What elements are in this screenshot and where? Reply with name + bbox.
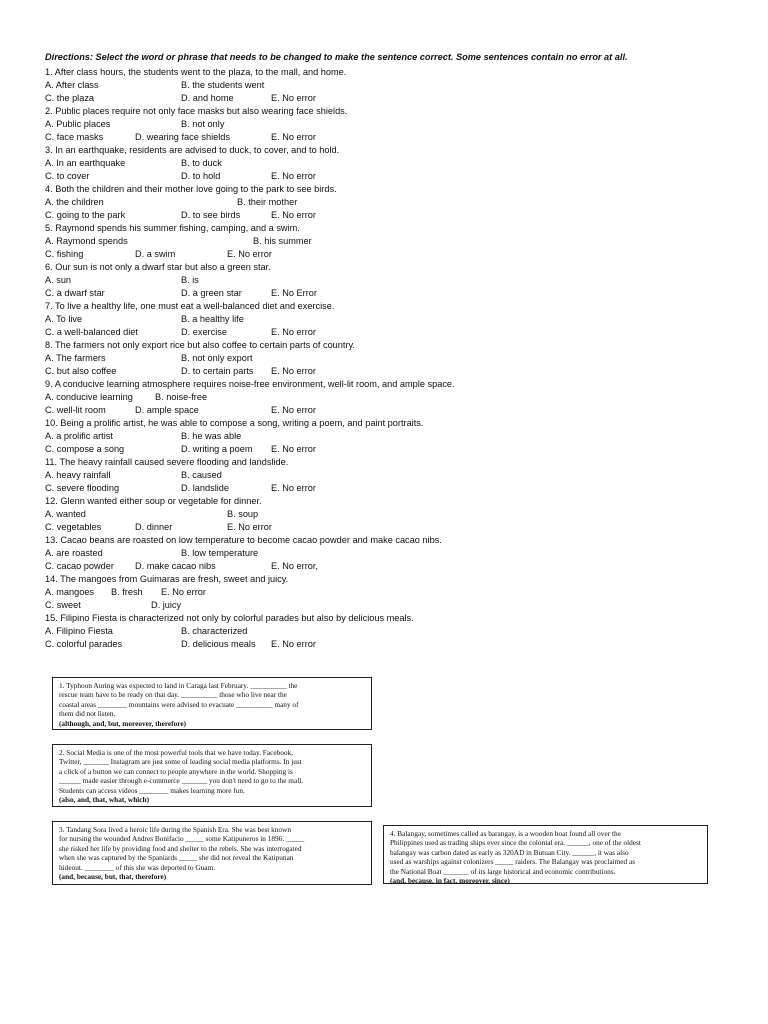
question-text: 6. Our sun is not only a dwarf star but also a green star. xyxy=(45,262,271,272)
choice-row xyxy=(45,352,745,365)
answer-choice[interactable]: D. to hold xyxy=(181,171,221,181)
answer-choice[interactable]: D. landslide xyxy=(181,483,230,493)
question-text: 2. Public places require not only face masks but also wearing face shields. xyxy=(45,106,348,116)
question-item xyxy=(45,105,745,144)
answer-choice[interactable]: E. No error xyxy=(271,405,316,415)
choice-row xyxy=(45,391,745,404)
passage-line: the National Boat _______ of its large historical and economic contributions. xyxy=(390,866,616,876)
choice-row xyxy=(45,313,745,326)
question-item xyxy=(45,573,745,612)
answer-choice[interactable]: C. compose a song xyxy=(45,444,125,454)
answer-choice[interactable]: A. are roasted xyxy=(45,548,103,558)
question-item xyxy=(45,183,745,222)
passage-box-2 xyxy=(52,744,372,807)
answer-choice[interactable]: C. fishing xyxy=(45,249,84,259)
answer-choice[interactable]: E. No error xyxy=(271,171,316,181)
passage-line: them did not listen. xyxy=(59,709,116,719)
question-item xyxy=(45,378,745,417)
answer-choice[interactable]: C. the plaza xyxy=(45,93,95,103)
answer-choice[interactable]: C. well-lit room xyxy=(45,405,106,415)
answer-choice[interactable]: D. ample space xyxy=(135,405,199,415)
answer-choice[interactable]: E. No Error xyxy=(271,288,317,298)
choice-row xyxy=(45,248,745,261)
choice-row xyxy=(45,586,745,599)
answer-choice[interactable]: D. exercise xyxy=(181,327,227,337)
word-bank: (also, and, that, what, which) xyxy=(59,795,150,805)
answer-choice[interactable]: A. In an earthquake xyxy=(45,158,126,168)
question-text: 15. Filipino Fiesta is characterized not only by colorful parades but also by delicious meals. xyxy=(45,613,414,623)
passage-line: 2. Social Media is one of the most powerful tools that we have today. Facebook, xyxy=(59,748,293,757)
passage-line: ______ made easier through e-commerce _______ you don't need to go to the mall. xyxy=(59,776,304,786)
answer-choice[interactable]: A. mangoes xyxy=(45,587,95,597)
passage-line: rescue team have to be ready on that day. __________ those who live near the xyxy=(59,690,287,700)
question-text: 4. Both the children and their mother love going to the park to see birds. xyxy=(45,184,337,194)
answer-choice[interactable]: E. No error xyxy=(271,210,316,220)
answer-choice[interactable]: C. cacao powder xyxy=(45,561,114,571)
answer-choice[interactable]: D. dinner xyxy=(135,522,173,532)
question-item xyxy=(45,534,745,573)
answer-choice[interactable]: B. to duck xyxy=(181,158,222,168)
answer-choice[interactable]: B. noise-free xyxy=(155,392,208,402)
choice-row xyxy=(45,131,745,144)
answer-choice[interactable]: A. After class xyxy=(45,80,99,90)
question-text: 12. Glenn wanted either soup or vegetable for dinner. xyxy=(45,496,262,506)
answer-choice[interactable]: C. sweet xyxy=(45,600,81,610)
answer-choice[interactable]: D. wearing face shields xyxy=(135,132,230,142)
answer-choice[interactable]: C. a well-balanced diet xyxy=(45,327,138,337)
choice-row xyxy=(45,430,745,443)
answer-choice[interactable]: A. Raymond spends xyxy=(45,236,128,246)
choice-row xyxy=(45,560,745,573)
choice-row xyxy=(45,196,745,209)
choice-row xyxy=(45,469,745,482)
question-text: 1. After class hours, the students went to the plaza, to the mall, and home. xyxy=(45,67,347,77)
answer-choice[interactable]: B. the students went xyxy=(181,80,265,90)
word-bank: (and, because, in fact, moreover, since) xyxy=(390,876,510,886)
passage-line: hideout. ________ of this she was deported to Guam. xyxy=(59,862,216,872)
answer-choice[interactable]: D. make cacao nibs xyxy=(135,561,216,571)
answer-choice[interactable]: E. No error, xyxy=(271,561,318,571)
answer-choice[interactable]: E. No error xyxy=(271,132,316,142)
answer-choice[interactable]: A. wanted xyxy=(45,509,86,519)
answer-choice[interactable]: C. severe flooding xyxy=(45,483,120,493)
answer-choice[interactable]: B. not only xyxy=(181,119,225,129)
answer-choice[interactable]: B. low temperature xyxy=(181,548,259,558)
passage-box-1 xyxy=(52,677,372,730)
question-text: 10. Being a prolific artist, he was able to compose a song, writing a poem, and paint portraits. xyxy=(45,418,424,428)
answer-choice[interactable]: D. delicious meals xyxy=(181,639,256,649)
answer-choice[interactable]: A. Public places xyxy=(45,119,111,129)
answer-choice[interactable]: B. is xyxy=(181,275,199,285)
passage-line: for nursing the wounded Andres Bonifacio _____ some Katipuneros in 1896. _____ xyxy=(59,834,305,844)
choice-row xyxy=(45,79,745,92)
question-text: 7. To live a healthy life, one must eat a well-balanced diet and exercise. xyxy=(45,301,335,311)
answer-choice[interactable]: D. juicy xyxy=(151,600,182,610)
answer-choice[interactable]: E. No error xyxy=(271,327,316,337)
answer-choice[interactable]: A. conducive learning xyxy=(45,392,133,402)
answer-choice[interactable]: E. No error xyxy=(227,522,272,532)
question-text: 5. Raymond spends his summer fishing, camping, and a swim. xyxy=(45,223,300,233)
answer-choice[interactable]: B. his summer xyxy=(253,236,312,246)
word-bank: (and, because, but, that, therefore) xyxy=(59,872,167,882)
answer-choice[interactable]: E. No error xyxy=(271,93,316,103)
question-item xyxy=(45,300,745,339)
passage-line: Philippines used as trading ships ever since the colonial era. ______, one of the oldest xyxy=(390,838,641,848)
question-item xyxy=(45,456,745,495)
choice-row xyxy=(45,287,745,300)
question-text: 8. The farmers not only export rice but also coffee to certain parts of country. xyxy=(45,340,355,350)
answer-choice[interactable]: B. soup xyxy=(227,509,259,519)
passage-line: a click of a button we can connect to people anywhere in the world. Shopping is xyxy=(59,766,293,776)
choice-row xyxy=(45,235,745,248)
question-list xyxy=(45,66,745,651)
question-item xyxy=(45,261,745,300)
answer-choice[interactable]: C. vegetables xyxy=(45,522,102,532)
answer-choice[interactable]: C. to cover xyxy=(45,171,90,181)
question-item xyxy=(45,222,745,261)
passage-line: 3. Tandang Sora lived a heroic life during the Spanish Era. She was best known xyxy=(59,825,291,834)
question-item xyxy=(45,144,745,183)
choice-row xyxy=(45,443,745,456)
answer-choice[interactable]: E. No error xyxy=(271,366,316,376)
choice-row xyxy=(45,92,745,105)
answer-choice[interactable]: B. he was able xyxy=(181,431,242,441)
answer-choice[interactable]: E. No error xyxy=(227,249,272,259)
passage-box-4 xyxy=(383,825,708,884)
answer-choice[interactable]: E. No error xyxy=(161,587,206,597)
passage-line: 1. Typhoon Auring was expected to land in Caraga last February. __________ the xyxy=(59,681,298,690)
choice-row xyxy=(45,521,745,534)
choice-row xyxy=(45,170,745,183)
answer-choice[interactable]: B. a healthy life xyxy=(181,314,244,324)
passage-line: when she was captured by the Spaniards _____ she did not reveal the Katipunan xyxy=(59,853,294,863)
answer-choice[interactable]: A. heavy rainfall xyxy=(45,470,111,480)
passage-box-3 xyxy=(52,821,372,885)
choice-row xyxy=(45,508,745,521)
question-item xyxy=(45,66,745,105)
answer-choice[interactable]: B. caused xyxy=(181,470,222,480)
question-text: 9. A conducive learning atmosphere requires noise-free environment, well-lit room, and ample space. xyxy=(45,379,455,389)
passage-line: used as warships against colonizers _____ raiders. The Balangay was proclaimed as xyxy=(390,857,636,867)
answer-choice[interactable]: A. To live xyxy=(45,314,83,324)
answer-choice[interactable]: A. The farmers xyxy=(45,353,106,363)
choice-row xyxy=(45,209,745,222)
passage-line: Students can access videos ________ makes learning more fun. xyxy=(59,785,245,795)
question-text: 3. In an earthquake, residents are advised to duck, to cover, and to hold. xyxy=(45,145,340,155)
answer-choice[interactable]: D. and home xyxy=(181,93,234,103)
answer-choice[interactable]: A. the children xyxy=(45,197,104,207)
question-text: 14. The mangoes from Guimaras are fresh, sweet and juicy. xyxy=(45,574,289,584)
answer-choice[interactable]: B. not only export xyxy=(181,353,253,363)
answer-choice[interactable]: C. going to the park xyxy=(45,210,126,220)
question-item xyxy=(45,612,745,651)
answer-choice[interactable]: C. but also coffee xyxy=(45,366,117,376)
choice-row xyxy=(45,482,745,495)
choice-row xyxy=(45,274,745,287)
choice-row xyxy=(45,118,745,131)
answer-choice[interactable]: D. a green star xyxy=(181,288,242,298)
answer-choice[interactable]: B. characterized xyxy=(181,626,248,636)
passage-line: Twitter, _______ Instagram are just some of leading social media platforms. In just xyxy=(59,757,302,767)
answer-choice[interactable]: B. fresh xyxy=(111,587,143,597)
answer-choice[interactable]: E. No error xyxy=(271,444,316,454)
answer-choice[interactable]: B. their mother xyxy=(237,197,298,207)
word-bank: (although, and, but, moreover, therefore) xyxy=(59,718,187,728)
answer-choice[interactable]: A. Filipino Fiesta xyxy=(45,626,113,636)
answer-choice[interactable]: D. a swim xyxy=(135,249,176,259)
answer-choice[interactable]: E. No error xyxy=(271,639,316,649)
choice-row xyxy=(45,365,745,378)
answer-choice[interactable]: E. No error xyxy=(271,483,316,493)
passage-line: she risked her life by providing food and shelter to the rebels. She was interrogated xyxy=(59,843,302,853)
choice-row xyxy=(45,404,745,417)
question-item xyxy=(45,495,745,534)
answer-choice[interactable]: A. sun xyxy=(45,275,72,285)
choice-row xyxy=(45,599,745,612)
question-text: 13. Cacao beans are roasted on low temperature to become cacao powder and make cacao nibs. xyxy=(45,535,442,545)
answer-choice[interactable]: D. to see birds xyxy=(181,210,241,220)
directions: Directions: Select the word or phrase that needs to be changed to make the sentence correct. Some sentences contain no error at all. xyxy=(45,52,628,62)
choice-row xyxy=(45,157,745,170)
answer-choice[interactable]: C. face masks xyxy=(45,132,104,142)
answer-choice[interactable]: C. colorful parades xyxy=(45,639,123,649)
answer-choice[interactable]: A. a prolific artist xyxy=(45,431,113,441)
passage-line: balangay was carbon dated as early as 320AD in Butuan City. ______, it was also xyxy=(390,847,629,857)
choice-row xyxy=(45,326,745,339)
choice-row xyxy=(45,625,745,638)
passage-line: coastal areas ________ mountains were advised to evacuate __________ many of xyxy=(59,699,299,709)
question-item xyxy=(45,339,745,378)
answer-choice[interactable]: D. to certain parts xyxy=(181,366,254,376)
choice-row xyxy=(45,638,745,651)
passage-line: 4. Balangay, sometimes called as barangay, is a wooden boat found all over the xyxy=(390,829,621,838)
answer-choice[interactable]: D. writing a poem xyxy=(181,444,253,454)
answer-choice[interactable]: C. a dwarf star xyxy=(45,288,105,298)
question-text: 11. The heavy rainfall caused severe flooding and landslide. xyxy=(45,457,289,467)
question-item xyxy=(45,417,745,456)
choice-row xyxy=(45,547,745,560)
